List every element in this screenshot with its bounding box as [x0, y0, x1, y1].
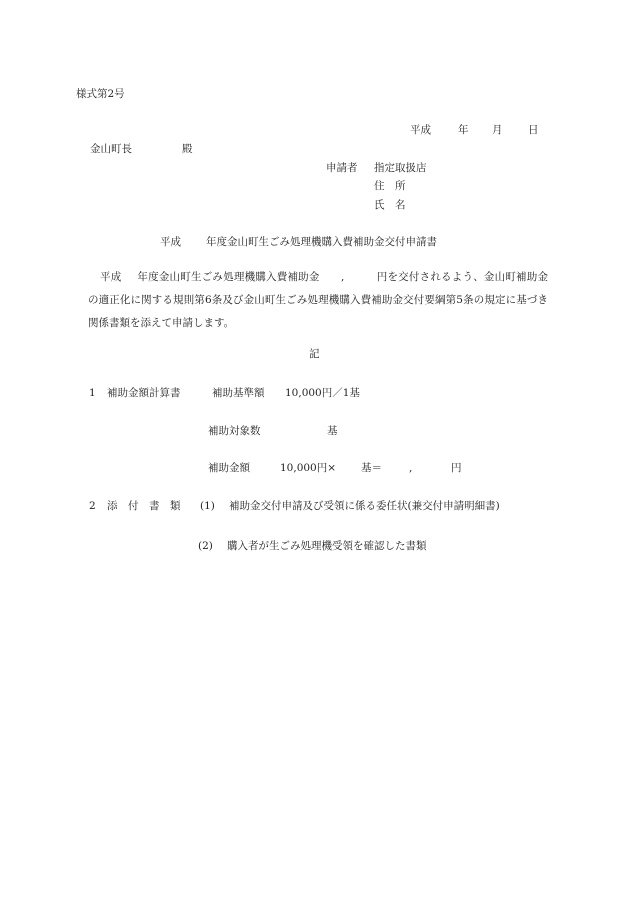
section2-number: 2	[89, 500, 96, 512]
date-year-unit: 年	[458, 124, 469, 136]
addressee-honorific: 殿	[182, 143, 193, 155]
attachment-item-no: (1)	[200, 500, 215, 512]
dealer-label: 指定取扱店	[374, 162, 427, 174]
addressee-name: 金山町長	[90, 143, 132, 155]
applicant-label: 申請者	[326, 162, 358, 174]
body-era: 平成	[100, 271, 122, 283]
count-label: 補助対象数	[208, 425, 261, 437]
attachment-item-text: 補助金交付申請及び受領に係る委任状(兼交付申請明細書)	[229, 500, 500, 512]
count-unit: 基	[327, 425, 338, 437]
name-label: 氏 名	[374, 199, 406, 211]
section2-heading: 添 付 書 類	[107, 500, 181, 512]
amount-comma: ,	[409, 462, 413, 474]
attachment-item-text: 購入者が生ごみ処理機受領を確認した書類	[227, 540, 427, 552]
base-label: 補助基準額	[212, 387, 265, 399]
title-era: 平成	[160, 236, 181, 248]
amount-unit: 円	[451, 462, 462, 474]
date-month-unit: 月	[492, 124, 503, 136]
title-text: 年度金山町生ごみ処理機購入費補助金交付申請書	[206, 236, 437, 248]
amount-label: 補助金額	[208, 462, 250, 474]
date-day-unit: 日	[528, 124, 539, 136]
ki-heading: 記	[309, 348, 320, 360]
section1-number: 1	[89, 387, 96, 399]
attachment-item-no: (2)	[198, 540, 213, 552]
address-label: 住 所	[374, 180, 406, 192]
date-era: 平成	[410, 124, 431, 136]
amount-formula: 10,000円×	[280, 462, 337, 474]
section1-heading: 補助金額計算書	[107, 387, 181, 399]
amount-unit-eq: 基＝	[361, 462, 382, 474]
body-paragraph	[88, 266, 548, 335]
base-value: 10,000円／1基	[285, 387, 360, 399]
body-text: 年度金山町生ごみ処理機購入費補助金 , 円を交付されるよう、金山町補助金の適正化に関する規則第6条及び金山町生ごみ処理機購入費補助金交付要綱第5条の規定に基づき関係書類を添えて申請します。	[88, 271, 548, 329]
form-number: 様式第2号	[76, 88, 125, 100]
